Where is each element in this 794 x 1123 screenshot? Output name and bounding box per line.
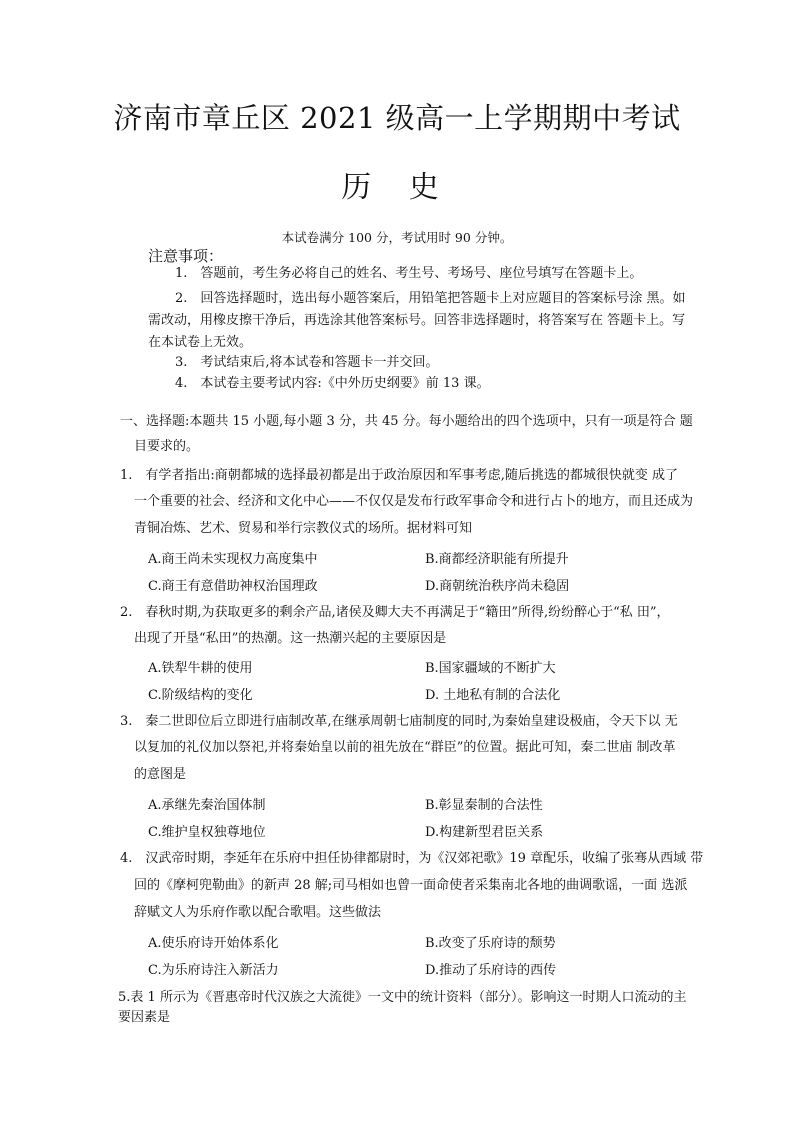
question-3-stem: 3. 秦二世即位后立即进行庙制改革,在继承周朝七庙制度的同时,为秦始皇建设极庙，令天下以 无: [120, 714, 678, 729]
notice-line: 1. 答题前，考生务必将自己的姓名、考生号、考场号、座位号填写在答题卡上。: [175, 266, 643, 281]
notice-line: 在本试卷上无效。: [148, 335, 253, 350]
question-4-option-c: C.为乐府诗注入新活力: [148, 963, 279, 978]
question-1-option-c: C.商王有意借助神权治国理政: [148, 579, 318, 594]
question-4-stem: 回的《摩柯兜勒曲》的新声 28 解;司马相如也曾一面命使者采集南北各地的曲调歌谣，一面 选派: [134, 878, 688, 893]
question-5-stem: 要因素是: [118, 1010, 171, 1025]
question-1-option-a: A.商王尚未实现权力高度集中: [148, 552, 318, 567]
question-2-stem: 出现了开垦“私田”的热潮。这一热潮兴起的主要原因是: [134, 631, 447, 646]
notice-heading: 注意事项：: [148, 247, 224, 265]
question-4-stem: 4. 汉武帝时期，李延年在乐府中担任协律都尉时，为《汉郊祀歌》19 章配乐，收编了张骞从西域 带: [120, 851, 704, 866]
question-3-option-b: B.彰显秦制的合法性: [425, 798, 543, 813]
question-1-stem: 青铜冶炼、艺术、贸易和举行宗教仪式的场所。据材料可知: [134, 521, 473, 536]
question-4-stem: 辞赋文人为乐府作歌以配合歌唱。这些做法: [134, 905, 382, 920]
section-heading-cont: 目要求的。: [134, 439, 200, 454]
question-3-option-c: C.维护皇权独尊地位: [148, 825, 266, 840]
exam-info: 本试卷满分 100 分，考试用时 90 分钟。: [281, 230, 513, 245]
question-4-option-b: B.改变了乐府诗的颓势: [425, 936, 556, 951]
question-3-stem: 的意图是: [134, 767, 187, 782]
question-2-option-b: B.国家疆域的不断扩大: [425, 661, 556, 676]
question-5-stem: 5.表 1 所示为《晋惠帝时代汉族之大流徙》一文中的统计资料（部分）。影响这一时期人口流动的主: [118, 990, 687, 1005]
question-1-option-b: B.商都经济职能有所提升: [425, 552, 569, 567]
question-3-option-a: A.承继先秦治国体制: [148, 798, 266, 813]
notice-line: 需改动，用橡皮擦干净后，再选涂其他答案标号。回答非选择题时，将答案写在 答题卡上。写: [148, 313, 686, 328]
notice-line: 4. 本试卷主要考试内容:《中外历史纲要》前 13 课。: [175, 376, 490, 391]
question-2-stem: 2. 春秋时期,为获取更多的剩余产品,诸侯及卿大夫不再满足于“籍田”所得,纷纷醉心于“私 田”，: [120, 605, 670, 620]
question-1-stem: 1. 有学者指出:商朝都城的选择最初都是出于政治原因和军事考虑,随后挑选的都城很快就变 成了: [120, 468, 679, 483]
question-2-option-c: C.阶级结构的变化: [148, 688, 253, 703]
question-2-option-d: D. 土地私有制的合法化: [425, 688, 561, 703]
question-1-stem: 一个重要的社会、经济和文化中心——不仅仅是发布行政军事命令和进行占卜的地方，而且还成为: [134, 494, 694, 509]
question-1-option-d: D.商朝统治秩序尚未稳固: [425, 579, 570, 594]
subject-title: 历 史: [341, 170, 453, 205]
section-heading: 一、选择题:本题共 15 小题,每小题 3 分，共 45 分。每小题给出的四个选项中，只有一项是符合 题: [120, 414, 693, 429]
question-2-option-a: A.铁犁牛耕的使用: [148, 661, 253, 676]
exam-title: 济南市章丘区 2021 级高一上学期期中考试: [113, 101, 681, 135]
question-4-option-a: A.使乐府诗开始体系化: [148, 936, 279, 951]
question-3-option-d: D.构建新型君臣关系: [425, 825, 544, 840]
notice-line: 3. 考试结束后,将本试卷和答题卡一并交回。: [175, 355, 439, 370]
question-4-option-d: D.推动了乐府诗的西传: [425, 963, 557, 978]
notice-line: 2. 回答选择题时，选出每小题答案后，用铅笔把答题卡上对应题目的答案标号涂 黑。如: [175, 291, 686, 306]
question-3-stem: 以复加的礼仪加以祭祀,并将秦始皇以前的祖先放在“群臣”的位置。据此可知，秦二世庙 制改革: [134, 740, 676, 755]
